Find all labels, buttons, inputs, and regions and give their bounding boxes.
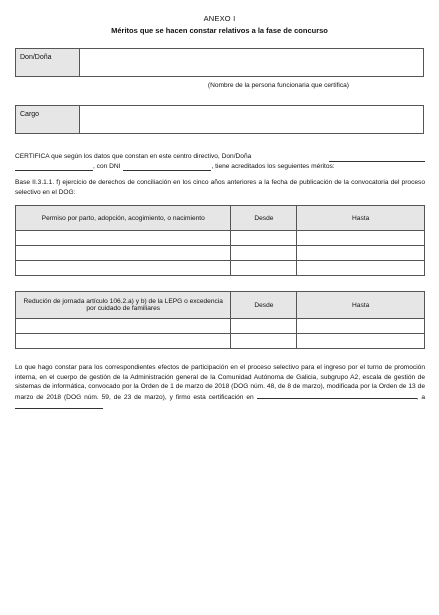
table1-cell[interactable]: [297, 246, 425, 261]
maternity-leave-table: [15, 205, 425, 276]
table1-cell[interactable]: [297, 231, 425, 246]
person-name-field[interactable]: [80, 49, 423, 76]
position-field[interactable]: [80, 106, 423, 133]
reduced-hours-table: [15, 291, 425, 349]
certify-prefix-blank[interactable]: [15, 164, 93, 171]
table1-cell[interactable]: [16, 261, 231, 276]
table1-cell[interactable]: [231, 246, 297, 261]
signature-date-blank[interactable]: [15, 402, 103, 409]
person-name-label: Don/Doña: [16, 49, 80, 76]
base-text: Base II.3.1.1. f) ejercicio de derechos de conciliación en los cinco años anteriores a la fecha de publicación de la convocatoria del proceso selectivo en el DOG:: [15, 179, 425, 196]
closing-text: Lo que hago constar para los correspondientes efectos de participación en el proceso selectivo para el ingreso por el turno de promoción interna, en el cuerpo de gestión de la Administración general de la Comunidad Autónoma de Galicia, subgrupo A2, escala de gestión de sistemas de informática, convocado por la Orden de 1 de marzo de 2018 (DOG núm. 48, de 8 de marzo), modificada por la Orden de 13 de marzo de 2018 (DOG núm. 59, de 23 de marzo), y firmo esta certificación en: [15, 364, 425, 401]
document-title: Méritos que se hacen constar relativos a la fase de concurso: [111, 26, 328, 35]
dni-blank[interactable]: [123, 164, 211, 171]
table2-cell[interactable]: [297, 319, 425, 334]
table1-header-to: Hasta: [297, 206, 425, 231]
table2-cell[interactable]: [16, 319, 231, 334]
position-label: Cargo: [16, 106, 80, 133]
table-row: [16, 246, 425, 261]
table1-cell[interactable]: [231, 231, 297, 246]
table1-cell[interactable]: [231, 261, 297, 276]
table1-cell[interactable]: [16, 246, 231, 261]
person-name-note: (Nombre de la persona funcionaria que certifica): [207, 82, 349, 89]
annex-label: ANEXO I: [203, 14, 236, 23]
table1-header-type: Permiso por parto, adopción, acogimiento, o nacimiento: [16, 206, 231, 231]
certify-name-blank[interactable]: [329, 155, 425, 162]
position-box: [15, 105, 424, 134]
closing-statement: [15, 363, 425, 413]
certify-text-3: , tiene acreditados los seguientes méritos:: [211, 162, 335, 170]
signature-place-blank[interactable]: [257, 392, 417, 399]
table2-cell[interactable]: [231, 334, 297, 349]
certify-statement: [15, 152, 425, 171]
table-row: [16, 319, 425, 334]
table-row: [16, 261, 425, 276]
table-row: [16, 334, 425, 349]
certify-text-2: , con DNI: [93, 162, 121, 170]
table1-cell[interactable]: [297, 261, 425, 276]
table2-header-to: Hasta: [297, 292, 425, 319]
table2-header-from: Desde: [231, 292, 297, 319]
table1-cell[interactable]: [16, 231, 231, 246]
closing-joiner: , a: [416, 393, 425, 401]
table2-cell[interactable]: [231, 319, 297, 334]
certify-text-1: CERTIFICA que según los datos que constan en este centro directivo, Don/Doña: [15, 153, 252, 160]
person-name-box: [15, 48, 424, 77]
table-row: [16, 231, 425, 246]
table2-header-type: Redución de jornada artículo 106.2.a) y b) de la LEPG o excedencia por cuidado de familiares: [16, 292, 231, 319]
table2-cell[interactable]: [297, 334, 425, 349]
table2-cell[interactable]: [16, 334, 231, 349]
table1-header-from: Desde: [231, 206, 297, 231]
